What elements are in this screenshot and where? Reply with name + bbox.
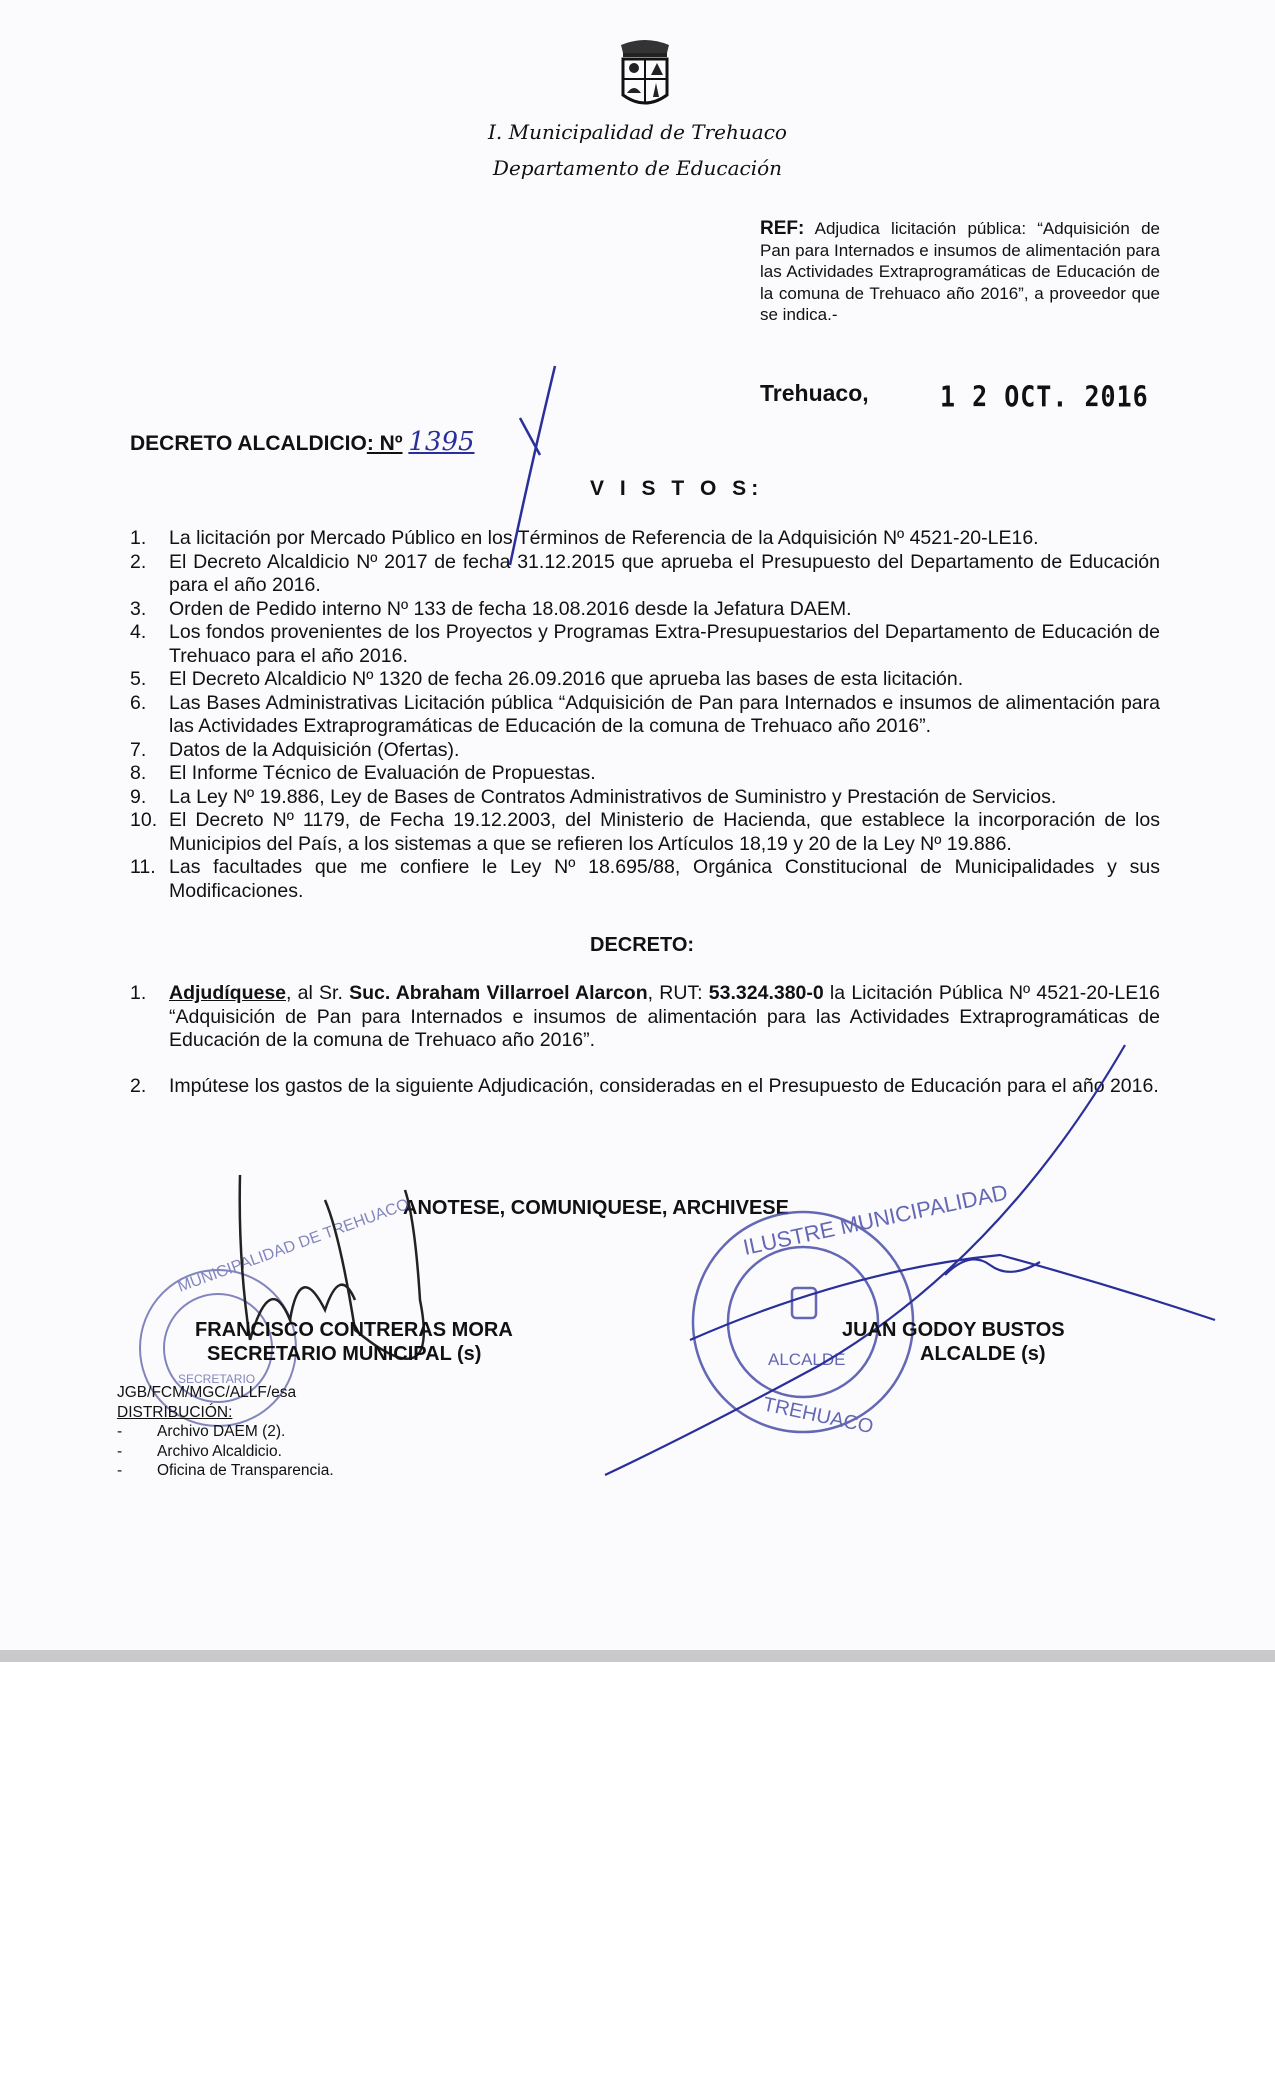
list-item: - Archivo DAEM (2).	[117, 1423, 286, 1440]
list-item: 7. Datos de la Adquisición (Ofertas).	[130, 738, 460, 761]
reference-block	[760, 218, 1160, 326]
decree-label: DECRETO ALCALDICIO	[130, 432, 367, 455]
list-item: 1. Adjudíquese, al Sr. Suc. Abraham Villarroel Alarcon, RUT: 53.324.380-0 la Licitación Pública Nº 4521-20-LE16 “Adquisición de Pan para Internados e insumos de alimentación para las Actividades Extraprogramáticas de Educación de la comuna de Trehuaco año 2016”.	[130, 982, 1160, 1051]
decree-number: 1395	[408, 427, 475, 457]
svg-text:ALCALDE: ALCALDE	[768, 1350, 846, 1369]
list-item: 11. Las facultades que me confiere le Ley Nº 18.695/88, Orgánica Constitucional de Municipalidades y sus Modificaciones.	[130, 856, 1160, 902]
list-item: 2. Impútese los gastos de la siguiente Adjudicación, consideradas en el Presupuesto de Educación para el año 2016.	[130, 1074, 1159, 1097]
initials: JGB/FCM/MGC/ALLF/esa	[117, 1384, 297, 1401]
list-item: - Oficina de Transparencia.	[117, 1462, 334, 1479]
reference-text: Adjudica licitación pública: “Adquisición de Pan para Internados e insumos de alimentación para las Actividades Extraprogramáticas de Educación de la comuna de Trehuaco año 2016”, a proveedor que se indica.-	[760, 219, 1160, 324]
reference-label: REF:	[760, 218, 805, 239]
list-item: 2. El Decreto Alcaldicio Nº 2017 de fecha 31.12.2015 que aprueba el Presupuesto del Departamento de Educación para el año 2016.	[130, 550, 1160, 596]
list-item: 1. La licitación por Mercado Público en los Términos de Referencia de la Adquisición Nº 4521-20-LE16.	[130, 527, 1039, 549]
municipality-title: I. Municipalidad de Trehuaco	[488, 120, 787, 144]
footer	[117, 1383, 334, 1481]
svg-text:ILUSTRE MUNICIPALIDAD: ILUSTRE MUNICIPALIDAD	[740, 1179, 1010, 1260]
decreto-title: DECRETO:	[590, 934, 695, 956]
mayor-name: JUAN GODOY BUSTOS	[842, 1319, 1065, 1341]
svg-text:MUNICIPALIDAD DE TREHUACO: MUNICIPALIDAD DE TREHUACO	[175, 1196, 412, 1296]
department-title: Departamento de Educación	[492, 156, 783, 180]
decree-number-prefix: : Nº	[366, 432, 403, 455]
list-item: 8. El Informe Técnico de Evaluación de Propuestas.	[130, 762, 596, 784]
secretary-name: FRANCISCO CONTRERAS MORA	[195, 1319, 513, 1341]
closing-formula: ANOTESE, COMUNIQUESE, ARCHIVESE	[403, 1197, 789, 1219]
svg-text:SECRETARIO: SECRETARIO	[178, 1372, 256, 1386]
svg-text:TREHUACO: TREHUACO	[760, 1393, 876, 1439]
distribution-label: DISTRIBUCIÓN:	[117, 1403, 233, 1421]
decree-number-line	[130, 427, 475, 457]
vistos-list	[130, 527, 1160, 903]
place: Trehuaco,	[760, 380, 869, 406]
mayor-signature-block	[842, 1318, 1065, 1366]
secretary-title: SECRETARIO MUNICIPAL (s)	[207, 1343, 482, 1365]
date-stamp: 1 2 OCT. 2016	[940, 379, 1149, 414]
list-item: 9. La Ley Nº 19.886, Ley de Bases de Contratos Administrativos de Suministro y Prestación de Servicios.	[130, 785, 1057, 808]
list-item: 10. El Decreto Nº 1179, de Fecha 19.12.2003, del Ministerio de Hacienda, que establece la incorporación de los Municipios del País, a los sistemas a que se refieren los Artículos 18,19 y 20 de la Ley Nº 19.886.	[130, 809, 1160, 855]
decreto-list	[130, 982, 1160, 1098]
secretary-signature-block	[195, 1318, 513, 1366]
mayor-title: ALCALDE (s)	[920, 1343, 1046, 1365]
list-item: 6. Las Bases Administrativas Licitación pública “Adquisición de Pan para Internados e insumos de alimentación para las Actividades Extraprogramáticas de Educación de la comuna de Trehuaco año 2016”.	[130, 691, 1160, 737]
scan-edge	[0, 1650, 1275, 1662]
list-item: 3. Orden de Pedido interno Nº 133 de fecha 18.08.2016 desde la Jefatura DAEM.	[130, 597, 852, 620]
vistos-title: V I S T O S:	[590, 477, 764, 500]
list-item: 4. Los fondos provenientes de los Proyectos y Programas Extra-Presupuestarios del Departamento de Educación de Trehuaco para el año 2016.	[130, 621, 1160, 667]
list-item: - Archivo Alcaldicio.	[117, 1442, 282, 1460]
list-item: 5. El Decreto Alcaldicio Nº 1320 de fecha 26.09.2016 que aprueba las bases de esta licitación.	[130, 668, 964, 690]
